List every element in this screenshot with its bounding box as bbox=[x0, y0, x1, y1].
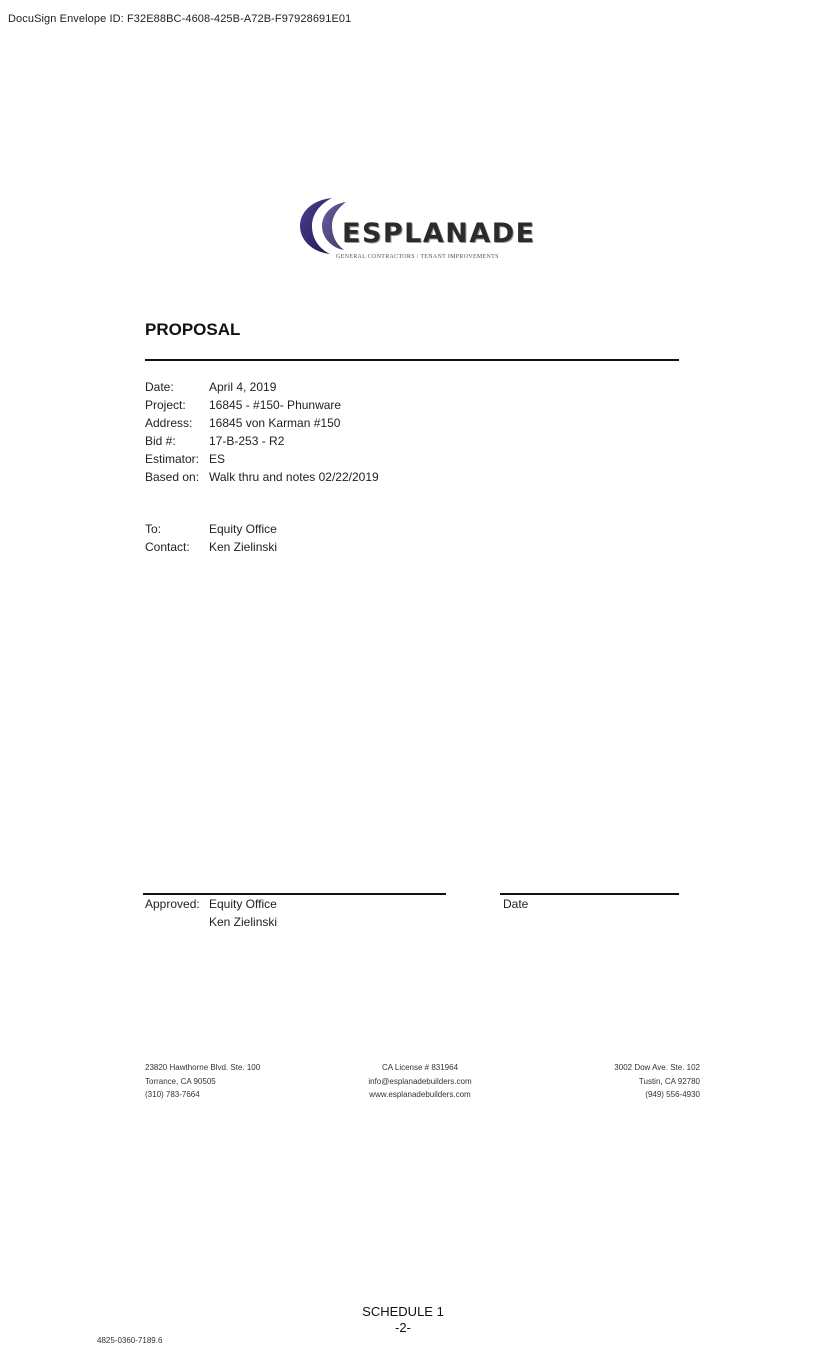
recipient-label: Contact: bbox=[145, 540, 190, 554]
recipient-value: Equity Office bbox=[209, 522, 277, 536]
detail-row-date bbox=[145, 378, 545, 396]
detail-row-bid bbox=[145, 432, 545, 450]
schedule-marker bbox=[340, 1304, 466, 1336]
detail-label: Based on: bbox=[145, 470, 200, 484]
footer-city: Tustin, CA 92780 bbox=[638, 1076, 700, 1086]
detail-label: Date: bbox=[145, 380, 174, 394]
footer-phone: (949) 556-4930 bbox=[645, 1090, 700, 1099]
detail-value: 17-B-253 - R2 bbox=[209, 434, 285, 448]
detail-label: Bid #: bbox=[145, 434, 176, 448]
page-number: -2- bbox=[395, 1320, 411, 1335]
schedule-label: SCHEDULE 1 bbox=[362, 1304, 444, 1319]
footer-license: CA License # 831964 bbox=[381, 1063, 459, 1072]
footer-contact-info bbox=[345, 1061, 495, 1102]
footer-torrance-office bbox=[145, 1061, 260, 1102]
approval-row bbox=[145, 895, 545, 913]
detail-value: 16845 - #150- Phunware bbox=[209, 398, 342, 412]
detail-row-address bbox=[145, 414, 545, 432]
recipient-label: To: bbox=[145, 522, 162, 536]
footer-website: www.esplanadebuilders.com bbox=[369, 1090, 471, 1099]
footer-phone: (310) 783-7664 bbox=[145, 1090, 200, 1099]
detail-value: Walk thru and notes 02/22/2019 bbox=[209, 470, 379, 484]
detail-label: Project: bbox=[145, 398, 186, 412]
footer-tustin-office bbox=[560, 1061, 700, 1102]
approval-label: Approved: bbox=[145, 897, 200, 911]
detail-value: 16845 von Karman #150 bbox=[209, 416, 341, 430]
docusign-envelope-id: DocuSign Envelope ID: F32E88BC-4608-425B-A72B-F97928691E01 bbox=[8, 13, 352, 25]
detail-value: April 4, 2019 bbox=[209, 380, 277, 394]
footer-address: 23820 Hawthorne Blvd. Ste. 100 bbox=[145, 1063, 261, 1072]
recipient-value: Ken Zielinski bbox=[209, 540, 278, 554]
footer-email: info@esplanadebuilders.com bbox=[368, 1076, 472, 1086]
detail-value: ES bbox=[209, 452, 226, 466]
approval-contact-row bbox=[145, 913, 545, 931]
recipient-row-to bbox=[145, 520, 545, 538]
detail-row-project bbox=[145, 396, 545, 414]
footer-city: Torrance, CA 90505 bbox=[145, 1076, 216, 1086]
detail-row-based-on bbox=[145, 468, 545, 486]
date-label: Date bbox=[503, 897, 529, 911]
document-title: PROPOSAL bbox=[145, 320, 241, 339]
logo-wordmark: ESPLANADE bbox=[342, 218, 536, 249]
approval-company: Equity Office bbox=[209, 897, 277, 911]
recipient-row-contact bbox=[145, 538, 545, 556]
title-divider bbox=[145, 359, 679, 361]
detail-row-estimator bbox=[145, 450, 545, 468]
detail-label: Address: bbox=[145, 416, 193, 430]
approval-contact: Ken Zielinski bbox=[209, 915, 278, 929]
detail-label: Estimator: bbox=[145, 452, 200, 466]
company-logo bbox=[298, 196, 548, 268]
footer-address: 3002 Dow Ave. Ste. 102 bbox=[614, 1063, 700, 1072]
document-number: 4825-0360-7189.6 bbox=[97, 1336, 163, 1345]
logo-tagline: GENERAL CONTRACTORS / TENANT IMPROVEMENTS bbox=[336, 254, 499, 260]
